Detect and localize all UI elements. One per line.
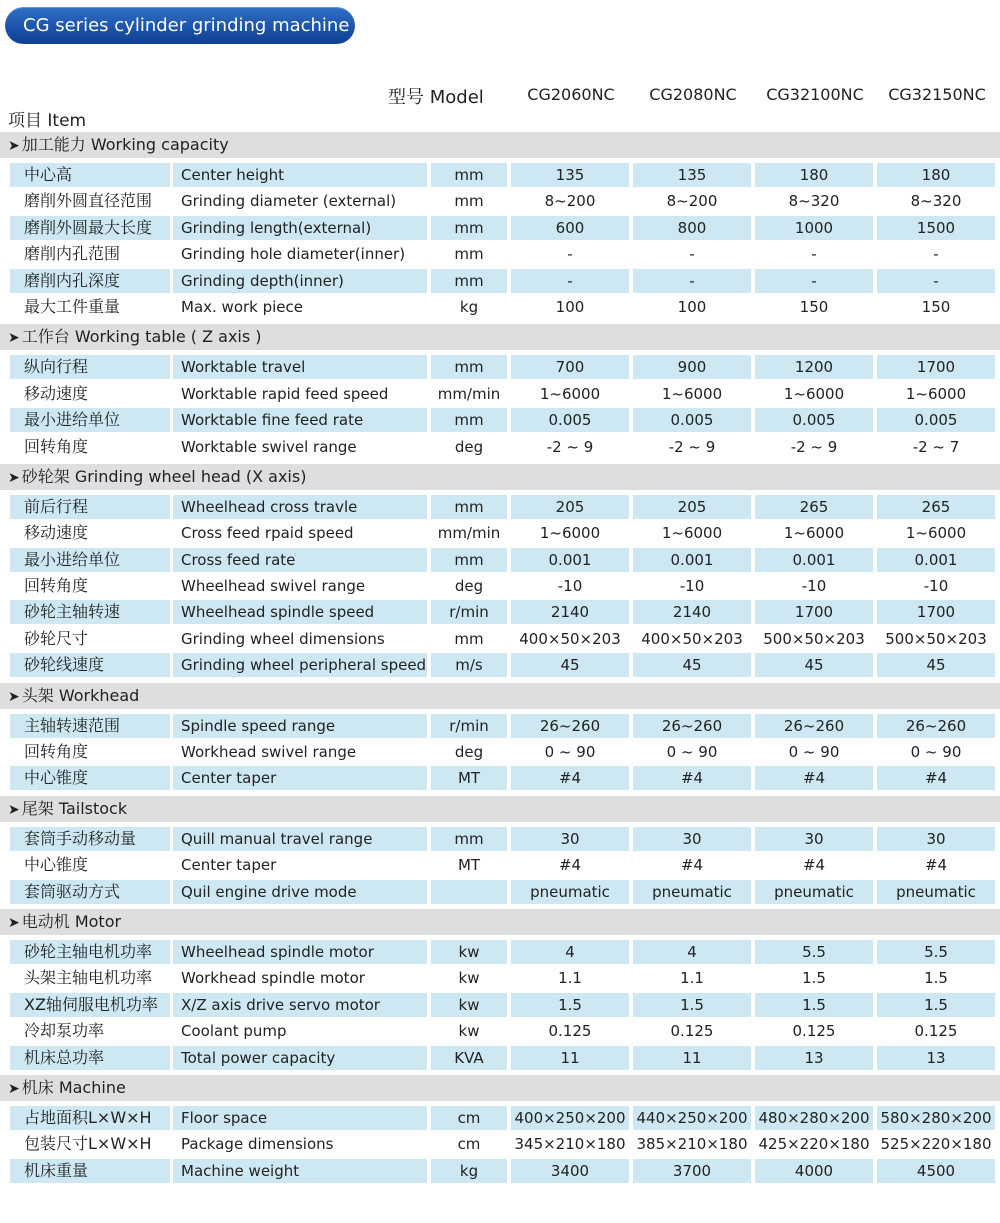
row-label-cn: 砂轮主轴转速 bbox=[10, 600, 170, 624]
row-unit: kw bbox=[458, 1022, 480, 1041]
section-title: 头架 Workhead bbox=[21, 685, 140, 705]
row-label-en: Wheelhead swivel range bbox=[181, 577, 366, 596]
row-unit: m/s bbox=[431, 653, 507, 677]
row-label-cn: 回转角度 bbox=[24, 436, 89, 456]
row-value: 135 bbox=[511, 163, 629, 187]
row-value: 1~6000 bbox=[539, 384, 601, 403]
row-label-cn: 最大工件重量 bbox=[24, 296, 121, 316]
row-unit: kw bbox=[431, 993, 507, 1017]
row-value: 0.125 bbox=[548, 1022, 592, 1041]
row-value: #4 bbox=[877, 766, 995, 790]
row-label-cn: 包装尺寸L×W×H bbox=[24, 1134, 152, 1154]
row-label-cn: 机床总功率 bbox=[10, 1046, 170, 1070]
row-unit: kg bbox=[459, 297, 479, 316]
row-label-cn: 磨削外圆直径范围 bbox=[24, 191, 153, 211]
row-value: 1~6000 bbox=[905, 524, 967, 543]
row-value: 1.5 bbox=[802, 969, 826, 988]
arrow-right-icon: ➤ bbox=[8, 688, 20, 705]
table-row bbox=[0, 188, 1000, 214]
row-value: 205 bbox=[511, 495, 629, 519]
row-value: 4 bbox=[633, 940, 751, 964]
row-value: 4000 bbox=[755, 1159, 873, 1183]
page-title: CG series cylinder grinding machine bbox=[5, 7, 355, 44]
row-value: 400×250×200 bbox=[511, 1106, 629, 1130]
row-value: 13 bbox=[755, 1046, 873, 1070]
row-value: 3700 bbox=[633, 1159, 751, 1183]
row-unit: mm bbox=[431, 827, 507, 851]
row-value: 0.125 bbox=[670, 1022, 714, 1041]
section-title: 尾架 Tailstock bbox=[21, 798, 128, 818]
row-label-en: Max. work piece bbox=[181, 297, 304, 316]
model-name: CG2060NC bbox=[527, 85, 615, 104]
table-row bbox=[0, 739, 1000, 765]
row-unit: mm bbox=[454, 629, 484, 648]
model-name: CG2080NC bbox=[649, 85, 737, 104]
row-value: 30 bbox=[877, 827, 995, 851]
row-value: 1200 bbox=[755, 355, 873, 379]
row-value: #4 bbox=[680, 856, 704, 875]
row-value: 1.1 bbox=[558, 969, 582, 988]
row-label-cn: 最小进给单位 bbox=[10, 408, 170, 432]
section-header bbox=[0, 324, 1000, 350]
table-row bbox=[0, 162, 1000, 188]
row-value: 4 bbox=[511, 940, 629, 964]
table-row bbox=[0, 1105, 1000, 1131]
row-label-cn: 砂轮线速度 bbox=[10, 653, 170, 677]
table-row bbox=[0, 354, 1000, 380]
section-header bbox=[0, 464, 1000, 490]
row-value: 1~6000 bbox=[905, 384, 967, 403]
row-label-en: Spindle speed range bbox=[173, 714, 427, 738]
row-value: 265 bbox=[755, 495, 873, 519]
row-value: 11 bbox=[511, 1046, 629, 1070]
row-value: 525×220×180 bbox=[880, 1135, 992, 1154]
arrow-right-icon: ➤ bbox=[8, 138, 20, 154]
row-value: 1700 bbox=[877, 600, 995, 624]
table-row bbox=[0, 241, 1000, 267]
row-label-en: Floor space bbox=[173, 1106, 427, 1130]
row-value: 425×220×180 bbox=[758, 1135, 870, 1154]
row-value: 26~260 bbox=[511, 714, 629, 738]
row-label-cn: 最小进给单位 bbox=[10, 548, 170, 572]
item-label: 项目 Item bbox=[8, 111, 87, 131]
row-value: pneumatic bbox=[511, 880, 629, 904]
row-unit: MT bbox=[431, 766, 507, 790]
model-name: CG32100NC bbox=[766, 85, 864, 104]
row-unit: r/min bbox=[431, 600, 507, 624]
row-label-cn: 磨削内孔深度 bbox=[10, 269, 170, 293]
row-value: 1500 bbox=[877, 216, 995, 240]
row-value: 150 bbox=[921, 297, 951, 316]
row-value: 0.001 bbox=[877, 548, 995, 572]
row-value: 4500 bbox=[877, 1159, 995, 1183]
row-label-en: Grinding depth(inner) bbox=[173, 269, 427, 293]
row-value: - bbox=[755, 269, 873, 293]
row-label-en: Worktable rapid feed speed bbox=[181, 384, 389, 403]
row-value: pneumatic bbox=[755, 880, 873, 904]
arrow-right-icon: ➤ bbox=[8, 469, 20, 486]
row-label-cn: 纵向行程 bbox=[10, 355, 170, 379]
row-label-cn: 冷却泵功率 bbox=[24, 1021, 105, 1041]
row-value: 8~200 bbox=[544, 192, 596, 211]
arrow-right-icon: ➤ bbox=[8, 1080, 20, 1097]
row-label-cn: 主轴转速范围 bbox=[10, 714, 170, 738]
model-header-row bbox=[0, 78, 1000, 131]
row-value: - bbox=[567, 245, 573, 264]
row-value: 0.125 bbox=[914, 1022, 958, 1041]
row-label-cn: 中心锥度 bbox=[10, 766, 170, 790]
section-title: 砂轮架 Grinding wheel head (X axis) bbox=[21, 466, 307, 486]
table-row bbox=[0, 626, 1000, 652]
row-unit: mm bbox=[431, 495, 507, 519]
row-label-en: Quil engine drive mode bbox=[173, 880, 427, 904]
section-gap bbox=[0, 1184, 1000, 1188]
table-row bbox=[0, 381, 1000, 407]
row-value: 480×280×200 bbox=[755, 1106, 873, 1130]
row-label-en: Machine weight bbox=[173, 1159, 427, 1183]
row-label-en: Wheelhead cross travle bbox=[173, 495, 427, 519]
row-label-en: Center taper bbox=[181, 856, 277, 875]
arrow-right-icon: ➤ bbox=[8, 330, 20, 347]
table-row bbox=[0, 852, 1000, 878]
row-value: 0.001 bbox=[633, 548, 751, 572]
row-label-en: Cross feed rpaid speed bbox=[181, 524, 354, 543]
row-label-en: Cross feed rate bbox=[173, 548, 427, 572]
row-value: 180 bbox=[755, 163, 873, 187]
row-unit: deg bbox=[454, 743, 484, 762]
row-value: - bbox=[633, 269, 751, 293]
row-value: 500×50×203 bbox=[885, 629, 987, 648]
row-value: 1700 bbox=[877, 355, 995, 379]
row-value: 500×50×203 bbox=[763, 629, 865, 648]
row-unit: mm bbox=[454, 192, 484, 211]
row-value: 345×210×180 bbox=[514, 1135, 626, 1154]
row-value: 400×50×203 bbox=[641, 629, 743, 648]
row-value: 0 ~ 90 bbox=[666, 743, 718, 762]
row-value: 1~6000 bbox=[661, 524, 723, 543]
row-unit: mm bbox=[431, 408, 507, 432]
row-value: 265 bbox=[877, 495, 995, 519]
row-label-en: Center height bbox=[173, 163, 427, 187]
table-row bbox=[0, 407, 1000, 433]
row-unit: KVA bbox=[431, 1046, 507, 1070]
row-value: 1~6000 bbox=[783, 524, 845, 543]
row-value: 5.5 bbox=[755, 940, 873, 964]
row-label-cn: 中心高 bbox=[10, 163, 170, 187]
row-label-en: Grinding wheel dimensions bbox=[181, 629, 385, 648]
section-header bbox=[0, 132, 1000, 158]
row-unit: mm bbox=[454, 245, 484, 264]
row-label-en: Grinding hole diameter(inner) bbox=[181, 245, 406, 264]
row-value: #4 bbox=[802, 856, 826, 875]
row-unit: kw bbox=[458, 969, 480, 988]
row-value: -10 bbox=[923, 577, 949, 596]
row-value: #4 bbox=[924, 856, 948, 875]
arrow-right-icon: ➤ bbox=[8, 914, 20, 931]
row-value: 1~6000 bbox=[539, 524, 601, 543]
table-row bbox=[0, 547, 1000, 573]
table-row bbox=[0, 1158, 1000, 1184]
table-row bbox=[0, 713, 1000, 739]
row-label-cn: 中心锥度 bbox=[24, 855, 89, 875]
row-value: 0.001 bbox=[755, 548, 873, 572]
row-label-cn: 回转角度 bbox=[24, 742, 89, 762]
table-row bbox=[0, 268, 1000, 294]
table-row bbox=[0, 765, 1000, 791]
table-row bbox=[0, 939, 1000, 965]
row-value: 150 bbox=[799, 297, 829, 316]
row-label-en: Worktable travel bbox=[173, 355, 427, 379]
row-label-en: Grinding diameter (external) bbox=[181, 192, 397, 211]
row-value: 700 bbox=[511, 355, 629, 379]
row-value: 180 bbox=[877, 163, 995, 187]
row-value: 580×280×200 bbox=[877, 1106, 995, 1130]
row-value: #4 bbox=[755, 766, 873, 790]
row-value: 45 bbox=[511, 653, 629, 677]
row-value: pneumatic bbox=[877, 880, 995, 904]
row-label-cn: XZ轴伺服电机功率 bbox=[10, 993, 170, 1017]
row-value: 8~320 bbox=[788, 192, 840, 211]
row-value: 1.5 bbox=[511, 993, 629, 1017]
row-value: 1.5 bbox=[755, 993, 873, 1017]
row-value: 5.5 bbox=[877, 940, 995, 964]
row-label-cn: 头架主轴电机功率 bbox=[24, 968, 153, 988]
row-value: #4 bbox=[511, 766, 629, 790]
section-title: 机床 Machine bbox=[21, 1077, 126, 1097]
row-value: 1.5 bbox=[633, 993, 751, 1017]
row-unit: kg bbox=[431, 1159, 507, 1183]
table-row bbox=[0, 1018, 1000, 1044]
row-value: 26~260 bbox=[877, 714, 995, 738]
row-value: - bbox=[511, 269, 629, 293]
row-value: 0.005 bbox=[511, 408, 629, 432]
row-label-cn: 砂轮主轴电机功率 bbox=[10, 940, 170, 964]
row-value: -2 ~ 9 bbox=[546, 437, 594, 456]
section-header bbox=[0, 909, 1000, 935]
row-value: 11 bbox=[633, 1046, 751, 1070]
row-value: 100 bbox=[555, 297, 585, 316]
model-name: CG32150NC bbox=[888, 85, 986, 104]
row-value: 1.1 bbox=[680, 969, 704, 988]
row-value: 0.125 bbox=[792, 1022, 836, 1041]
row-label-cn: 回转角度 bbox=[24, 576, 89, 596]
row-value: - bbox=[689, 245, 695, 264]
arrow-right-icon: ➤ bbox=[8, 801, 20, 818]
row-value: 1700 bbox=[755, 600, 873, 624]
row-value: 900 bbox=[633, 355, 751, 379]
row-label-cn: 移动速度 bbox=[24, 523, 89, 543]
row-unit: mm bbox=[431, 163, 507, 187]
row-value: 1.5 bbox=[877, 993, 995, 1017]
row-value: 30 bbox=[755, 827, 873, 851]
row-value: 45 bbox=[877, 653, 995, 677]
row-label-en: Coolant pump bbox=[181, 1022, 287, 1041]
row-unit bbox=[431, 880, 507, 904]
table-row bbox=[0, 294, 1000, 320]
row-value: -2 ~ 9 bbox=[668, 437, 716, 456]
row-value: 2140 bbox=[511, 600, 629, 624]
row-unit: r/min bbox=[431, 714, 507, 738]
row-value: 1.5 bbox=[924, 969, 948, 988]
row-value: 0 ~ 90 bbox=[544, 743, 596, 762]
row-label-cn: 磨削外圆最大长度 bbox=[10, 216, 170, 240]
row-unit: deg bbox=[454, 437, 484, 456]
row-label-en: Worktable fine feed rate bbox=[173, 408, 427, 432]
row-value: 30 bbox=[511, 827, 629, 851]
row-unit: cm bbox=[431, 1106, 507, 1130]
table-row bbox=[0, 965, 1000, 991]
row-label-cn: 砂轮尺寸 bbox=[24, 628, 89, 648]
row-value: 45 bbox=[755, 653, 873, 677]
table-row bbox=[0, 599, 1000, 625]
row-value: #4 bbox=[558, 856, 582, 875]
section-title: 加工能力 Working capacity bbox=[21, 135, 229, 154]
row-label-cn: 移动速度 bbox=[24, 383, 89, 403]
row-value: 0.005 bbox=[633, 408, 751, 432]
table-row bbox=[0, 826, 1000, 852]
row-value: -10 bbox=[557, 577, 583, 596]
row-value: #4 bbox=[633, 766, 751, 790]
row-value: 385×210×180 bbox=[636, 1135, 748, 1154]
row-value: 440×250×200 bbox=[633, 1106, 751, 1130]
row-value: 1~6000 bbox=[783, 384, 845, 403]
row-value: 0 ~ 90 bbox=[788, 743, 840, 762]
row-value: - bbox=[933, 245, 939, 264]
row-value: 13 bbox=[877, 1046, 995, 1070]
table-row bbox=[0, 1045, 1000, 1071]
section-title: 工作台 Working table ( Z axis ) bbox=[21, 327, 262, 347]
row-label-cn: 占地面积L×W×H bbox=[10, 1106, 170, 1130]
row-unit: MT bbox=[457, 856, 481, 875]
table-row bbox=[0, 494, 1000, 520]
section-header bbox=[0, 796, 1000, 822]
section-header bbox=[0, 1075, 1000, 1101]
row-unit: mm bbox=[431, 269, 507, 293]
table-row bbox=[0, 652, 1000, 678]
row-value: 0.005 bbox=[755, 408, 873, 432]
row-value: 8~320 bbox=[910, 192, 962, 211]
row-value: pneumatic bbox=[633, 880, 751, 904]
table-row bbox=[0, 992, 1000, 1018]
row-unit: mm/min bbox=[437, 524, 501, 543]
row-label-cn: 前后行程 bbox=[10, 495, 170, 519]
row-label-en: Total power capacity bbox=[173, 1046, 427, 1070]
row-unit: deg bbox=[454, 577, 484, 596]
row-value: 3400 bbox=[511, 1159, 629, 1183]
row-value: -10 bbox=[679, 577, 705, 596]
row-unit: mm bbox=[431, 216, 507, 240]
row-value: 2140 bbox=[633, 600, 751, 624]
row-value: 400×50×203 bbox=[519, 629, 621, 648]
row-label-en: Grinding length(external) bbox=[173, 216, 427, 240]
row-value: 0.005 bbox=[877, 408, 995, 432]
row-label-en: Wheelhead spindle motor bbox=[173, 940, 427, 964]
row-value: 30 bbox=[633, 827, 751, 851]
row-label-en: Quill manual travel range bbox=[173, 827, 427, 851]
row-label-cn: 套筒手动移动量 bbox=[10, 827, 170, 851]
table-row bbox=[0, 1131, 1000, 1157]
row-value: 1000 bbox=[755, 216, 873, 240]
row-unit: mm bbox=[431, 355, 507, 379]
row-value: 0 ~ 90 bbox=[910, 743, 962, 762]
row-label-cn: 套筒驱动方式 bbox=[10, 880, 170, 904]
table-row bbox=[0, 573, 1000, 599]
table-row bbox=[0, 520, 1000, 546]
row-value: 26~260 bbox=[633, 714, 751, 738]
section-header bbox=[0, 683, 1000, 709]
row-value: 205 bbox=[633, 495, 751, 519]
row-value: -2 ~ 7 bbox=[912, 437, 960, 456]
row-label-en: X/Z axis drive servo motor bbox=[173, 993, 427, 1017]
row-label-cn: 磨削内孔范围 bbox=[24, 244, 121, 264]
section-title: 电动机 Motor bbox=[21, 911, 122, 931]
row-value: -10 bbox=[801, 577, 827, 596]
row-value: 26~260 bbox=[755, 714, 873, 738]
row-value: -2 ~ 9 bbox=[790, 437, 838, 456]
table-row bbox=[0, 215, 1000, 241]
row-label-en: Wheelhead spindle speed bbox=[173, 600, 427, 624]
row-value: 1~6000 bbox=[661, 384, 723, 403]
row-unit: mm/min bbox=[437, 384, 501, 403]
row-label-en: Worktable swivel range bbox=[181, 437, 357, 456]
row-label-en: Center taper bbox=[173, 766, 427, 790]
row-value: 45 bbox=[633, 653, 751, 677]
row-value: 0.001 bbox=[511, 548, 629, 572]
row-unit: mm bbox=[431, 548, 507, 572]
row-unit: kw bbox=[431, 940, 507, 964]
table-row bbox=[0, 434, 1000, 460]
spec-table bbox=[0, 132, 1000, 1188]
row-label-en: Workhead spindle motor bbox=[181, 969, 365, 988]
row-value: 100 bbox=[677, 297, 707, 316]
row-value: 8~200 bbox=[666, 192, 718, 211]
model-label: 型号 Model bbox=[388, 87, 484, 108]
row-value: 600 bbox=[511, 216, 629, 240]
row-label-en: Workhead swivel range bbox=[181, 743, 357, 762]
row-value: - bbox=[811, 245, 817, 264]
row-label-cn: 机床重量 bbox=[10, 1159, 170, 1183]
row-unit: cm bbox=[457, 1135, 481, 1154]
row-value: 800 bbox=[633, 216, 751, 240]
table-row bbox=[0, 879, 1000, 905]
row-label-en: Package dimensions bbox=[181, 1135, 334, 1154]
row-value: 135 bbox=[633, 163, 751, 187]
row-value: - bbox=[877, 269, 995, 293]
row-label-en: Grinding wheel peripheral speed bbox=[173, 653, 427, 677]
